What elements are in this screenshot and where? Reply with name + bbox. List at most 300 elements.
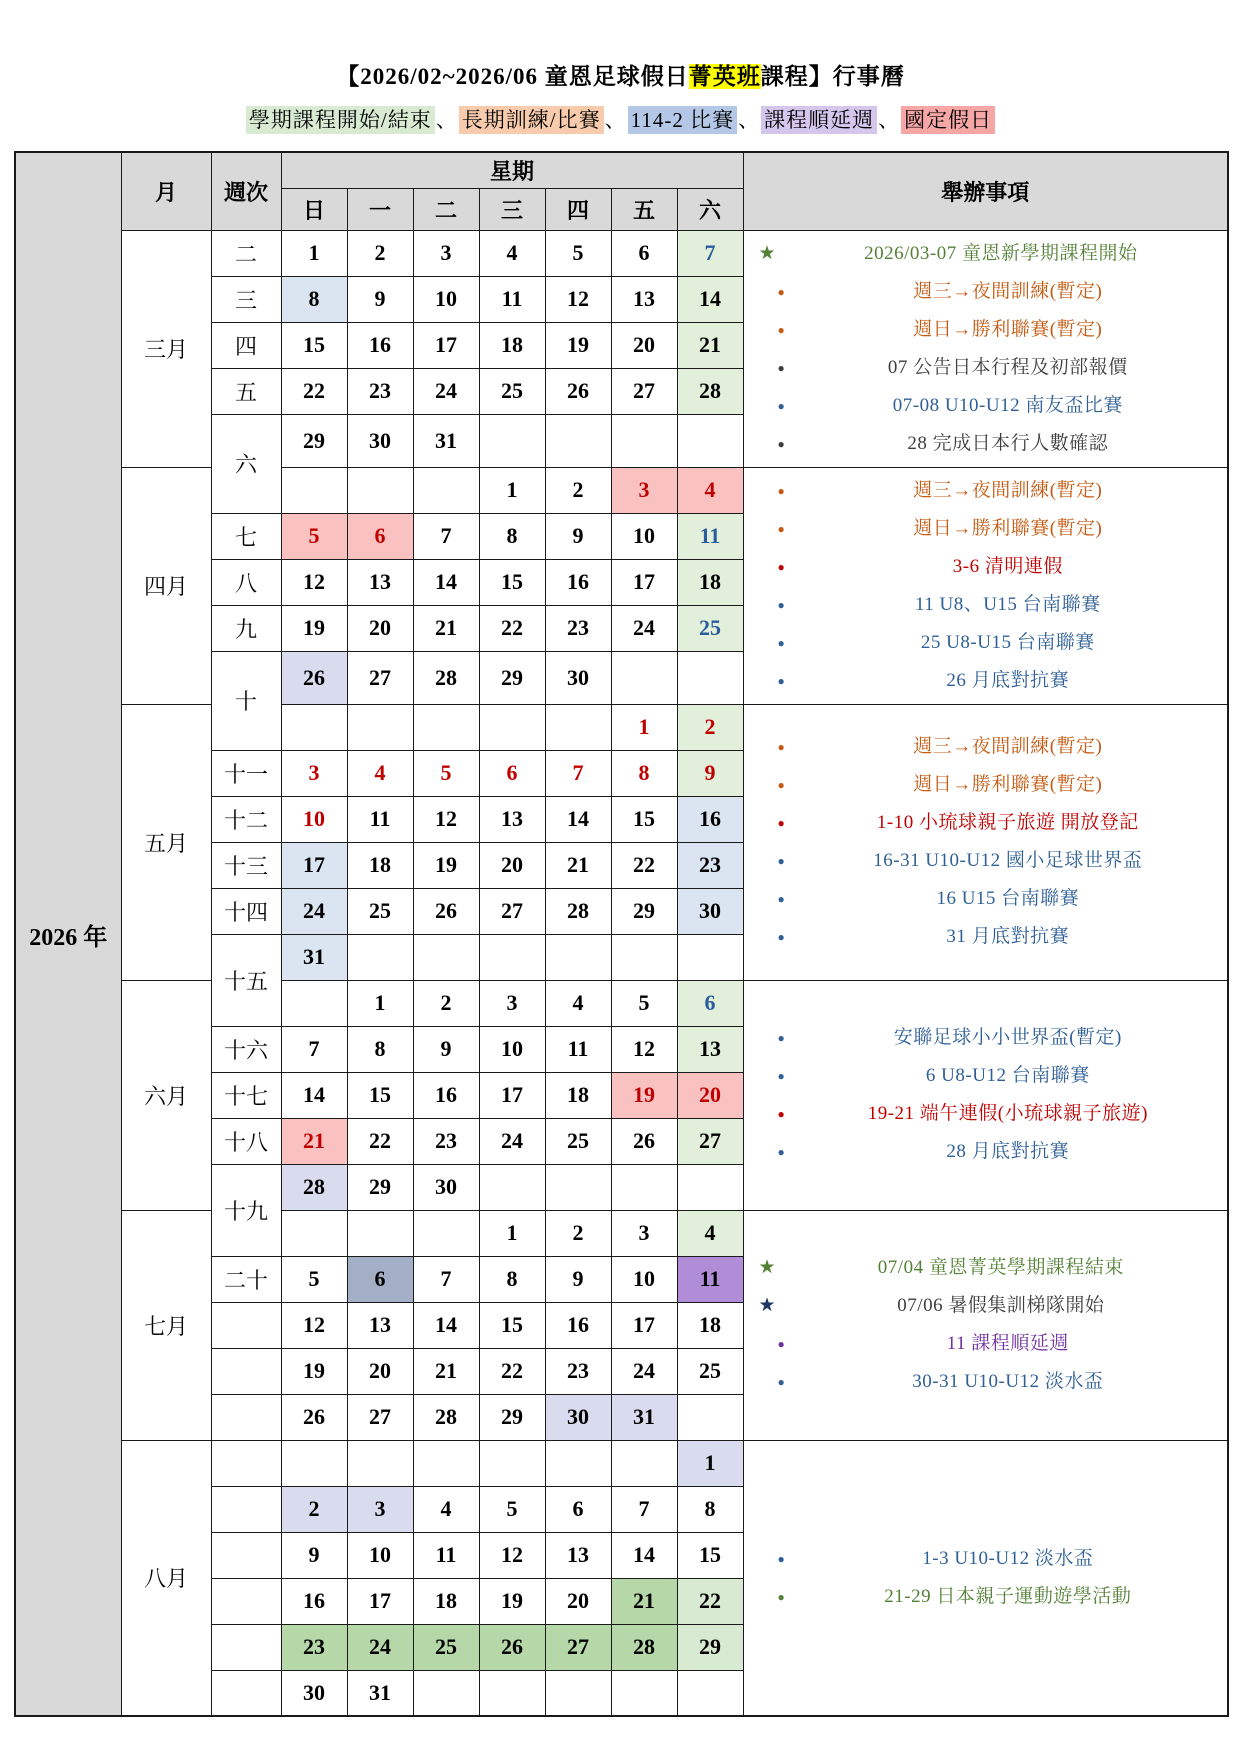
day-cell: 20: [545, 1578, 611, 1624]
day-cell: 22: [479, 1348, 545, 1394]
dot-icon: ●: [777, 559, 785, 574]
week-label: [211, 1348, 281, 1394]
day-cell: 28: [413, 1394, 479, 1440]
day-cell: 1: [479, 1210, 545, 1256]
week-label: 五: [211, 368, 281, 414]
week-label: 十七: [211, 1072, 281, 1118]
week-label: 三: [211, 276, 281, 322]
day-cell: 19: [479, 1578, 545, 1624]
legend-item-0: 學期課程開始/結束: [246, 106, 435, 134]
day-cell: [479, 1440, 545, 1486]
day-cell: [677, 414, 743, 467]
legend: [0, 104, 1241, 134]
day-cell: 7: [611, 1486, 677, 1532]
dot-icon: ●: [777, 1551, 785, 1566]
week-label: 八: [211, 559, 281, 605]
day-cell: 25: [545, 1118, 611, 1164]
day-cell: [545, 1164, 611, 1210]
event-item: [768, 1363, 1222, 1401]
event-item: [768, 273, 1222, 311]
day-cell: [611, 1440, 677, 1486]
week-label: 二: [211, 230, 281, 276]
dot-icon: ●: [777, 816, 785, 830]
day-cell: 4: [677, 1210, 743, 1256]
day-cell: 22: [677, 1578, 743, 1624]
day-cell: [677, 1164, 743, 1210]
header-day-wed: 三: [479, 188, 545, 230]
day-cell: 22: [611, 842, 677, 888]
week-label: [211, 1578, 281, 1624]
header-day-sat: 六: [677, 188, 743, 230]
week-label: [211, 1440, 281, 1486]
day-cell: [479, 414, 545, 467]
day-cell: 27: [347, 651, 413, 704]
events-may: [743, 704, 1228, 980]
event-item: [768, 349, 1222, 387]
calendar-row: [15, 467, 1228, 513]
month-label: 六月: [121, 980, 211, 1210]
day-cell: 21: [611, 1578, 677, 1624]
week-label: 十五: [211, 934, 281, 1026]
event-item: [768, 662, 1222, 700]
dot-icon: ●: [777, 1107, 785, 1121]
day-cell: 13: [545, 1532, 611, 1578]
day-cell: 6: [545, 1486, 611, 1532]
day-cell: [281, 467, 347, 513]
day-cell: 3: [479, 980, 545, 1026]
week-label: 十九: [211, 1164, 281, 1256]
week-label: [211, 1532, 281, 1578]
dot-icon: ●: [777, 1589, 785, 1604]
day-cell: 12: [611, 1026, 677, 1072]
day-cell: 26: [281, 651, 347, 704]
dot-icon: ●: [777, 673, 785, 688]
event-item: [768, 804, 1222, 842]
day-cell: 15: [479, 559, 545, 605]
day-cell: 25: [677, 605, 743, 651]
day-cell: [413, 1210, 479, 1256]
day-cell: 31: [611, 1394, 677, 1440]
day-cell: 21: [545, 842, 611, 888]
dot-icon: ●: [777, 1375, 785, 1389]
day-cell: 7: [677, 230, 743, 276]
day-cell: 25: [413, 1624, 479, 1670]
day-cell: [281, 980, 347, 1026]
dot-icon: ●: [777, 892, 785, 906]
day-cell: 12: [281, 1302, 347, 1348]
event-text: 07-08 U10-U12 南友盃比賽: [892, 394, 1123, 416]
day-cell: 17: [611, 559, 677, 605]
dot-icon: ●: [777, 930, 785, 944]
day-cell: 6: [677, 980, 743, 1026]
day-cell: [611, 1164, 677, 1210]
day-cell: 10: [413, 276, 479, 322]
event-text: 週三→夜間訓練(暫定): [913, 479, 1103, 501]
calendar-table: [14, 151, 1229, 1717]
day-cell: [413, 467, 479, 513]
day-cell: 4: [479, 230, 545, 276]
event-item: [754, 1287, 1222, 1325]
day-cell: 8: [677, 1486, 743, 1532]
day-cell: 13: [677, 1026, 743, 1072]
title-highlight: 菁英班: [688, 64, 761, 89]
day-cell: 16: [545, 1302, 611, 1348]
day-cell: 24: [611, 1348, 677, 1394]
event-text: 3-6 清明連假: [952, 555, 1063, 577]
day-cell: 5: [281, 1256, 347, 1302]
day-cell: [545, 934, 611, 980]
day-cell: 18: [677, 559, 743, 605]
legend-item-3: 課程順延週: [761, 106, 877, 134]
dot-icon: ●: [777, 1031, 785, 1045]
event-item: [768, 842, 1222, 880]
day-cell: [545, 414, 611, 467]
event-item: [768, 880, 1222, 918]
day-cell: [677, 651, 743, 704]
calendar-row: [15, 230, 1228, 276]
day-cell: [413, 1440, 479, 1486]
day-cell: 7: [281, 1026, 347, 1072]
day-cell: 24: [479, 1118, 545, 1164]
day-cell: 13: [479, 796, 545, 842]
event-item: [768, 510, 1222, 548]
day-cell: 8: [479, 513, 545, 559]
event-item: [768, 1057, 1222, 1095]
day-cell: 20: [347, 1348, 413, 1394]
week-label: 四: [211, 322, 281, 368]
day-cell: 10: [611, 513, 677, 559]
day-cell: 20: [677, 1072, 743, 1118]
day-cell: 2: [281, 1486, 347, 1532]
day-cell: 3: [611, 467, 677, 513]
day-cell: 3: [281, 750, 347, 796]
day-cell: 11: [677, 1256, 743, 1302]
header-day-tue: 二: [413, 188, 479, 230]
dot-icon: ●: [777, 740, 785, 754]
day-cell: 23: [413, 1118, 479, 1164]
day-cell: [479, 1670, 545, 1716]
day-cell: 2: [413, 980, 479, 1026]
dot-icon: ●: [777, 854, 785, 868]
day-cell: 19: [545, 322, 611, 368]
day-cell: 27: [545, 1624, 611, 1670]
event-text: 28 月底對抗賽: [946, 1141, 1070, 1162]
day-cell: 28: [413, 651, 479, 704]
event-item: [768, 728, 1222, 766]
week-label: 十四: [211, 888, 281, 934]
day-cell: [611, 1670, 677, 1716]
calendar-row: [15, 704, 1228, 750]
day-cell: 8: [347, 1026, 413, 1072]
day-cell: 7: [413, 513, 479, 559]
day-cell: 30: [545, 651, 611, 704]
day-cell: 21: [677, 322, 743, 368]
legend-separator: 、: [878, 108, 901, 132]
day-cell: 30: [413, 1164, 479, 1210]
title-prefix: 【2026/02~2026/06 童恩足球假日: [336, 64, 689, 89]
title-suffix: 課程】行事曆: [760, 64, 905, 89]
star-icon: ★: [758, 242, 776, 264]
header-day-mon: 一: [347, 188, 413, 230]
event-item: [768, 425, 1222, 463]
day-cell: [545, 1670, 611, 1716]
day-cell: 11: [413, 1532, 479, 1578]
dot-icon: ●: [777, 778, 785, 792]
day-cell: [347, 467, 413, 513]
event-text: 週日→勝利聯賽(暫定): [913, 774, 1103, 795]
day-cell: 12: [413, 796, 479, 842]
event-text: 11 課程順延週: [946, 1333, 1069, 1354]
event-text: 28 完成日本行人數確認: [907, 432, 1109, 454]
day-cell: 12: [281, 559, 347, 605]
event-text: 31 月底對抗賽: [946, 926, 1070, 947]
dot-icon: ●: [777, 360, 785, 375]
day-cell: 9: [677, 750, 743, 796]
header-day-thu: 四: [545, 188, 611, 230]
day-cell: 24: [611, 605, 677, 651]
day-cell: [611, 934, 677, 980]
day-cell: [281, 1210, 347, 1256]
day-cell: 14: [545, 796, 611, 842]
legend-item-2: 114-2 比賽: [628, 106, 737, 134]
day-cell: 30: [347, 414, 413, 467]
day-cell: 12: [545, 276, 611, 322]
day-cell: 1: [611, 704, 677, 750]
day-cell: 16: [545, 559, 611, 605]
event-item: [768, 586, 1222, 624]
day-cell: 27: [347, 1394, 413, 1440]
day-cell: 24: [413, 368, 479, 414]
day-cell: [479, 1164, 545, 1210]
week-label: 二十: [211, 1256, 281, 1302]
day-cell: 29: [479, 1394, 545, 1440]
day-cell: 28: [281, 1164, 347, 1210]
dot-icon: ●: [777, 635, 785, 650]
day-cell: 31: [347, 1670, 413, 1716]
day-cell: 21: [413, 1348, 479, 1394]
day-cell: [545, 704, 611, 750]
day-cell: 29: [611, 888, 677, 934]
day-cell: 27: [611, 368, 677, 414]
event-item: [768, 918, 1222, 956]
event-text: 21-29 日本親子運動遊學活動: [884, 1585, 1132, 1607]
day-cell: 6: [347, 513, 413, 559]
legend-separator: 、: [435, 108, 458, 132]
week-label: [211, 1486, 281, 1532]
day-cell: 25: [677, 1348, 743, 1394]
week-label: 六: [211, 414, 281, 513]
day-cell: 6: [479, 750, 545, 796]
week-label: 十二: [211, 796, 281, 842]
day-cell: 18: [545, 1072, 611, 1118]
day-cell: [347, 704, 413, 750]
day-cell: 10: [479, 1026, 545, 1072]
day-cell: [281, 1440, 347, 1486]
year-label: 2026 年: [15, 152, 121, 1716]
day-cell: 17: [281, 842, 347, 888]
month-label: 八月: [121, 1440, 211, 1716]
day-cell: [611, 414, 677, 467]
star-icon: ★: [758, 1257, 776, 1278]
week-label: 十三: [211, 842, 281, 888]
day-cell: 5: [413, 750, 479, 796]
day-cell: 25: [347, 888, 413, 934]
day-cell: 28: [677, 368, 743, 414]
dot-icon: ●: [777, 1145, 785, 1159]
day-cell: 3: [611, 1210, 677, 1256]
day-cell: 17: [413, 322, 479, 368]
day-cell: 28: [611, 1624, 677, 1670]
event-item: [768, 1019, 1222, 1057]
day-cell: 30: [545, 1394, 611, 1440]
day-cell: 13: [347, 559, 413, 605]
day-cell: 3: [347, 1486, 413, 1532]
header-weekday-group: 星期: [281, 152, 743, 188]
day-cell: 20: [479, 842, 545, 888]
event-text: 11 U8、U15 台南聯賽: [914, 593, 1101, 615]
month-label: 三月: [121, 230, 211, 467]
week-label: 九: [211, 605, 281, 651]
day-cell: 6: [347, 1256, 413, 1302]
day-cell: 15: [347, 1072, 413, 1118]
day-cell: 16: [281, 1578, 347, 1624]
calendar-row: [15, 980, 1228, 1026]
event-text: 16 U15 台南聯賽: [936, 888, 1080, 909]
week-label: 七: [211, 513, 281, 559]
events-july: [743, 1210, 1228, 1440]
day-cell: 12: [479, 1532, 545, 1578]
day-cell: [479, 934, 545, 980]
day-cell: 1: [677, 1440, 743, 1486]
day-cell: [413, 934, 479, 980]
day-cell: 5: [479, 1486, 545, 1532]
event-item: [768, 548, 1222, 586]
events-june: [743, 980, 1228, 1210]
day-cell: 4: [545, 980, 611, 1026]
event-item: [768, 1095, 1222, 1133]
event-text: 07/04 童恩菁英學期課程結束: [877, 1257, 1124, 1278]
event-text: 週三→夜間訓練(暫定): [913, 280, 1103, 302]
day-cell: 2: [545, 1210, 611, 1256]
event-text: 07/06 暑假集訓梯隊開始: [897, 1295, 1105, 1316]
dot-icon: ●: [777, 1337, 785, 1351]
day-cell: 13: [347, 1302, 413, 1348]
page-title: [0, 0, 1241, 91]
day-cell: 8: [479, 1256, 545, 1302]
day-cell: 5: [281, 513, 347, 559]
day-cell: 15: [479, 1302, 545, 1348]
dot-icon: ●: [777, 398, 785, 413]
day-cell: 15: [677, 1532, 743, 1578]
header-month: 月: [121, 152, 211, 230]
month-label: 四月: [121, 467, 211, 704]
day-cell: 15: [611, 796, 677, 842]
event-item: [768, 1133, 1222, 1171]
header-day-fri: 五: [611, 188, 677, 230]
day-cell: 1: [479, 467, 545, 513]
event-item: [754, 1249, 1222, 1287]
event-item: [768, 1540, 1222, 1578]
day-cell: 29: [347, 1164, 413, 1210]
legend-separator: 、: [738, 108, 761, 132]
day-cell: 18: [413, 1578, 479, 1624]
day-cell: 31: [413, 414, 479, 467]
day-cell: 11: [545, 1026, 611, 1072]
day-cell: 21: [281, 1118, 347, 1164]
event-text: 6 U8-U12 台南聯賽: [925, 1065, 1090, 1086]
day-cell: 9: [347, 276, 413, 322]
event-item: [768, 766, 1222, 804]
legend-item-4: 國定假日: [901, 106, 995, 134]
dot-icon: ●: [777, 1069, 785, 1083]
week-label: [211, 1302, 281, 1348]
day-cell: 29: [677, 1624, 743, 1670]
month-label: 七月: [121, 1210, 211, 1440]
week-label: 十一: [211, 750, 281, 796]
day-cell: 29: [281, 414, 347, 467]
day-cell: 14: [611, 1532, 677, 1578]
day-cell: 11: [677, 513, 743, 559]
day-cell: 23: [281, 1624, 347, 1670]
star-icon: ★: [758, 1295, 776, 1316]
day-cell: 20: [611, 322, 677, 368]
week-label: [211, 1670, 281, 1716]
day-cell: 26: [545, 368, 611, 414]
day-cell: 11: [479, 276, 545, 322]
day-cell: [347, 1440, 413, 1486]
day-cell: 24: [281, 888, 347, 934]
day-cell: 10: [347, 1532, 413, 1578]
day-cell: 31: [281, 934, 347, 980]
day-cell: 23: [545, 1348, 611, 1394]
day-cell: [611, 651, 677, 704]
day-cell: [677, 934, 743, 980]
day-cell: 24: [347, 1624, 413, 1670]
legend-item-1: 長期訓練/比賽: [459, 106, 604, 134]
event-item: [768, 387, 1222, 425]
day-cell: 9: [413, 1026, 479, 1072]
header-day-sun: 日: [281, 188, 347, 230]
event-text: 週日→勝利聯賽(暫定): [913, 517, 1103, 539]
day-cell: 14: [413, 559, 479, 605]
event-text: 1-3 U10-U12 淡水盃: [922, 1547, 1094, 1569]
day-cell: 9: [545, 1256, 611, 1302]
day-cell: 5: [545, 230, 611, 276]
day-cell: 16: [677, 796, 743, 842]
header-events: 舉辦事項: [743, 152, 1228, 230]
day-cell: 1: [281, 230, 347, 276]
event-text: 30-31 U10-U12 淡水盃: [912, 1371, 1104, 1392]
event-text: 安聯足球小小世界盃(暫定): [893, 1027, 1122, 1048]
day-cell: 26: [281, 1394, 347, 1440]
day-cell: 2: [677, 704, 743, 750]
event-text: 1-10 小琉球親子旅遊 開放登記: [876, 812, 1139, 833]
dot-icon: ●: [777, 483, 785, 498]
legend-separator: 、: [604, 108, 627, 132]
day-cell: [347, 934, 413, 980]
calendar-row: [15, 1440, 1228, 1486]
day-cell: 10: [611, 1256, 677, 1302]
day-cell: 22: [281, 368, 347, 414]
day-cell: [413, 704, 479, 750]
day-cell: 23: [347, 368, 413, 414]
event-item: [768, 1578, 1222, 1616]
day-cell: 27: [677, 1118, 743, 1164]
week-label: 十六: [211, 1026, 281, 1072]
month-label: 五月: [121, 704, 211, 980]
day-cell: 17: [347, 1578, 413, 1624]
dot-icon: ●: [777, 436, 785, 451]
